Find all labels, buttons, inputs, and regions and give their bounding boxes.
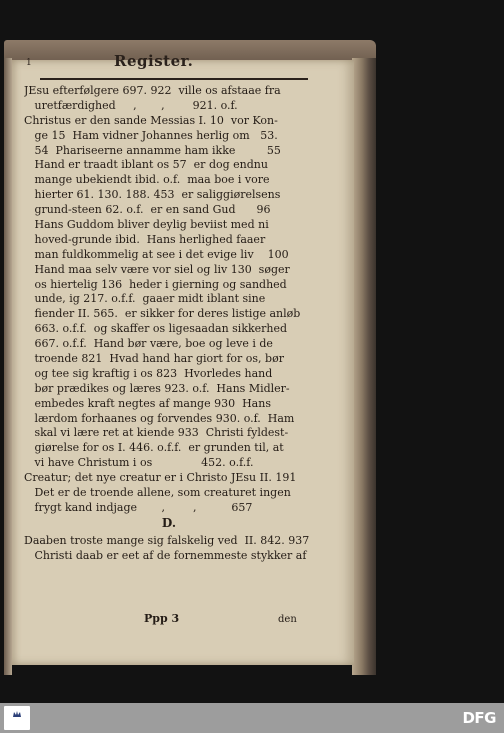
section-letter: D. bbox=[161, 515, 177, 530]
index-line: ge 15 Ham vidner Johannes herlig om 53. bbox=[24, 128, 278, 142]
page-stack-edge bbox=[352, 58, 376, 675]
index-line: fiender II. 565. er sikker for deres listige anløb bbox=[24, 307, 301, 321]
library-logo-icon[interactable] bbox=[4, 706, 30, 730]
index-line: man fuldkommelig at see i det evige liv 100 bbox=[24, 247, 289, 261]
index-line: mange ubekiendt ibid. o.f. maa boe i vore bbox=[24, 173, 270, 187]
index-line: frygt kand indjage , , 657 bbox=[24, 500, 253, 514]
viewer-footer-bar bbox=[0, 703, 504, 733]
page-gutter bbox=[4, 58, 12, 675]
index-line: hierter 61. 130. 188. 453 er saliggiørelsens bbox=[24, 188, 281, 202]
dfg-logo[interactable]: DFG bbox=[462, 709, 496, 727]
index-line: Hand er traadt iblant os 57 er dog endnu bbox=[24, 158, 268, 172]
page-number: 1 bbox=[26, 58, 32, 68]
index-entries bbox=[24, 84, 314, 516]
section-heading bbox=[24, 516, 314, 534]
index-line: Det er de troende allene, som creaturet ingen bbox=[24, 486, 291, 500]
index-line: vi have Christum i os 452. o.f.f. bbox=[24, 456, 254, 470]
index-line: hoved-grunde ibid. Hans herlighed faaer bbox=[24, 232, 266, 246]
page-header bbox=[20, 52, 312, 74]
signature-mark: Ppp 3 bbox=[144, 612, 180, 625]
index-line: grund-steen 62. o.f. er en sand Gud 96 bbox=[24, 203, 271, 217]
page-footer bbox=[24, 612, 314, 628]
index-line: Christi daab er eet af de fornemmeste stykker af bbox=[24, 548, 307, 562]
index-line: 667. o.f.f. Hand bør være, boe og leve i de bbox=[24, 337, 273, 351]
index-line: Christus er den sande Messias I. 10 vor Kon- bbox=[24, 113, 278, 127]
index-line: Hans Guddom bliver deylig beviist med ni bbox=[24, 218, 269, 232]
index-line: skal vi lære ret at kiende 933 Christi fyldest- bbox=[24, 426, 289, 440]
running-title: Register. bbox=[114, 52, 194, 70]
catchword: den bbox=[278, 614, 297, 625]
header-rule bbox=[40, 78, 308, 80]
index-line: og tee sig kraftig i os 823 Hvorledes hand bbox=[24, 366, 273, 380]
index-line: Daaben troste mange sig falskelig ved II. 842. 937 bbox=[24, 533, 310, 547]
index-line: 663. o.f.f. og skaffer os ligesaadan sikkerhed bbox=[24, 322, 288, 336]
index-line: Creatur; det nye creatur er i Christo JEsu II. 191 bbox=[24, 471, 297, 485]
index-line: bør prædikes og læres 923. o.f. Hans Midler- bbox=[24, 381, 290, 395]
section-entries bbox=[24, 534, 314, 564]
index-line: Hand maa selv være vor siel og liv 130 søger bbox=[24, 262, 290, 276]
crown-icon bbox=[12, 709, 22, 719]
index-line: uretfærdighed , , 921. o.f. bbox=[24, 98, 238, 112]
index-line: JEsu efterfølgere 697. 922 ville os afstaae fra bbox=[24, 84, 281, 97]
index-line: giørelse for os I. 446. o.f.f. er grunden til, at bbox=[24, 441, 284, 455]
index-line: 54 Phariseerne annamme ham ikke 55 bbox=[24, 143, 281, 157]
index-line: troende 821 Hvad hand har giort for os, bør bbox=[24, 352, 284, 366]
index-text bbox=[24, 84, 314, 564]
index-line: lærdom forhaanes og forvendes 930. o.f. Ham bbox=[24, 411, 295, 425]
index-line: unde, ig 217. o.f.f. gaaer midt iblant sine bbox=[24, 292, 266, 306]
index-line: embedes kraft negtes af mange 930 Hans bbox=[24, 396, 271, 410]
index-line: os hiertelig 136 heder i gierning og sandhed bbox=[24, 277, 287, 291]
